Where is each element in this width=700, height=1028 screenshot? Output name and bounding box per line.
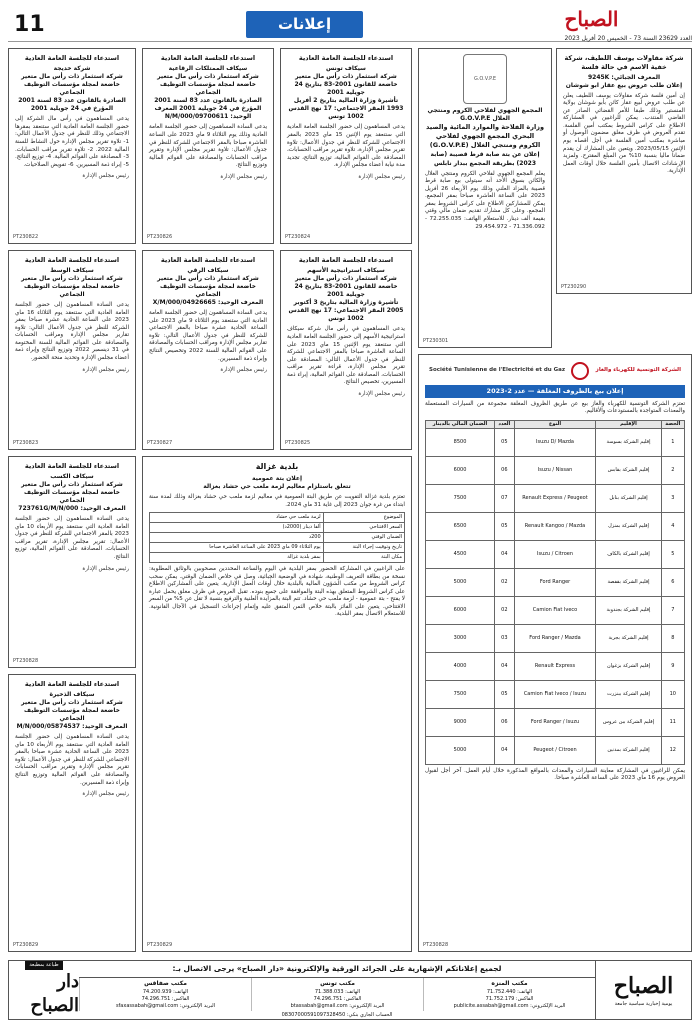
table-cell: 5000 xyxy=(426,568,495,596)
table-cell: 6500 xyxy=(426,512,495,540)
table-cell: 7 xyxy=(661,596,684,624)
ad-ref: PT230829 xyxy=(13,942,39,949)
table-cell: 2 xyxy=(661,456,684,484)
table-row xyxy=(426,708,685,736)
ad-title: وزارة الفلاحة والموارد المائية والصيد البحري المجمع الجهوي لفلاحي الكروم ومنتجي الغلال (G.O.V.P.E) xyxy=(425,123,545,149)
office-contact-line: الفاكس: 74.296.751 xyxy=(141,995,190,1002)
ad-intro: تعتزم بلدية غزالة التفويت عن طريق البتة العمومية في معاليم لزمة ملعب حي حشاد بغزالة وذلك لمدة سنة ابتداء من غرة جوان 2023 إلى غاية 31 ماي 2024. xyxy=(149,493,405,508)
ad-steg-tender xyxy=(418,354,692,952)
ad-bankruptcy-sale xyxy=(556,48,692,294)
steg-name-ar: الشركة التونسية للكهرباء والغاز xyxy=(595,367,681,374)
table-cell: 9000 xyxy=(426,708,495,736)
ad-form: شركة استثمار ذات رأس مال متغير خاضعة لمجلة مؤسسات التوظيف الجماعي xyxy=(157,72,259,97)
table-cell: 05 xyxy=(495,512,515,540)
ad-ref: PT230829 xyxy=(147,942,173,949)
ad-body: يدعى السادة المساهمون إلى حضور الجلسة العامة العادية التي ستنعقد يوم الثلاثاء 9 ماي 2023 على الساعة الحادية عشرة صباحا بالمقر الاجتماعي للشركة للنظر في جدول الأعمال التالي: تلاوة تقارير مجلس الإدارة ومراقب الحسابات والمصادقة على القوائم المالية للسنة 2022 وتخصيص النتائج وإبراء ذمة المسيرين. xyxy=(149,310,267,362)
table-cell: Ford Ranger / Mazda xyxy=(514,624,596,652)
table-cell: 3 xyxy=(661,484,684,512)
office-name: مكتب تونس xyxy=(320,980,355,988)
table-cell: 8 xyxy=(661,624,684,652)
ad-type: إعلان بتة عمومية xyxy=(251,474,303,482)
ad-company: سيكاف الوسط xyxy=(50,266,94,274)
table-row xyxy=(150,533,405,543)
ad-ref: PT230828 xyxy=(423,942,449,949)
ad-sicav-rakki xyxy=(142,250,274,450)
lots-table xyxy=(425,420,685,765)
table-cell: 03 xyxy=(495,624,515,652)
table-cell: إقليم الشركة بمنزل xyxy=(596,512,661,540)
ad-ref: PT230290 xyxy=(561,284,587,291)
ad-org: المجمع الجهوي لفلاحي الكروم ومنتجي الغلال G.O.V.P.E xyxy=(427,107,543,123)
office-contact-line: البريد الإلكتروني: btassabah@gmail.com xyxy=(290,1002,385,1009)
ad-ref: PT230825 xyxy=(285,440,311,447)
table-cell: 3000 xyxy=(426,624,495,652)
ad-body: على الراغبين في المشاركة الحضور بمقر البلدية في اليوم والساعة المحددين مصحوبين بالوثائق المطلوبة: نسخة من بطاقة التعريف الوطنية، شهادة في الوضعية الجبائية، وصل في خلاص الضمان الوقتي. يمكن سحب كراس الشروط من مكتب الشؤون المالية بالبلدية خلال أوقات العمل الإدارية. يتعين على المشاركين الاطلاع على كراس الشروط المتعلق بهذه البتة والموافقة على جميع بنوده. تقبل العروض في ظرف مغلق يحمل عبارة لا يفتح - بتة عمومية - لزمة ملعب حي حشاد. تتم البتة بالمزايدة العلنية والترفيع بنسبة لا تقل عن 5% من السعر الافتتاحي. يتعين على الفائز بالبتة خلاص الثمن المتفق عليه وإتمام إجراءات التسجيل في الآجال القانونية. للاستعلام الاتصال بمقر البلدية. xyxy=(149,566,405,618)
ad-heading: استدعاء للجلسة العامة العادية xyxy=(160,256,256,264)
ad-subtitle: إعلان عن بتة صابة قرط قصيبة (صابة 2023) بطريقة المجمع ببدار نابلس xyxy=(430,151,540,167)
ad-subject: تتعلق باستلزام معاليم لزمة ملعب حي حشاد بغزالة xyxy=(203,482,351,490)
footer-offices xyxy=(79,978,595,1011)
table-row xyxy=(426,540,685,568)
ad-heading: استدعاء للجلسة العامة العادية xyxy=(160,54,256,62)
lots-header-cell: الحصة xyxy=(661,420,684,428)
table-row xyxy=(426,568,685,596)
ad-body: يعلم المجمع الجهوي لفلاحي الكروم ومنتجي الغلال والكائن بسوق الأحد أنه سيتولى بيع صابة قرط قصيبة بالمزاد العلني وذلك يوم الأربعاء 26 أفريل 2023 على الساعة العاشرة صباحا بمقر المجمع. يمكن للمشاركين الاطلاع على كراس الشروط بمقر المجمع. وعلى كل مشارك تقديم ضمان مالي وقتي بقيمة ألف دينار. للاستعلام الهاتف: 72.255.035 - 71.336.092 - 29.454.972 xyxy=(425,170,545,230)
tender-info-table xyxy=(149,512,405,563)
ad-ref: PT230823 xyxy=(13,440,39,447)
lots-header-cell: النوع xyxy=(514,420,596,428)
table-cell: 7500 xyxy=(426,484,495,512)
info-value: لزمة ملعب حي حشاد xyxy=(150,513,324,523)
table-cell: 5 xyxy=(661,540,684,568)
ad-law: الصادرة بالقانون عدد 83 لسنة 2001 المؤرخ في 24 جويلية 2001 xyxy=(18,97,126,113)
office-contact-line: الهاتف: 71.388.033 xyxy=(314,989,361,996)
ad-company: شركة خديجة xyxy=(53,64,91,72)
office-contact-line: الفاكس: 74.296.751 xyxy=(313,995,362,1002)
footer-logo-sub: يومية إخبارية سياسية جامعة xyxy=(614,1001,673,1008)
info-label: مكان البتة xyxy=(323,553,404,563)
info-value: بمقر بلدية غزالة xyxy=(150,553,324,563)
table-cell: 6 xyxy=(661,568,684,596)
table-cell: 05 xyxy=(495,680,515,708)
ad-heading: استدعاء للجلسة العامة العادية xyxy=(24,54,120,62)
ad-form: شركة استثمار ذات رأس مال متغير خاضعة لمجلة مؤسسات التوظيف الجماعي xyxy=(21,274,123,299)
table-cell: إقليم الشركة بنابل xyxy=(596,484,661,512)
ad-body: يدعى السادة المساهمون إلى حضور الجلسة العامة العادية التي ستنعقد يوم الأربعاء 10 ماي 2023 بالمقر الاجتماعي للشركة للنظر في جدول الأعمال: تقرير مجلس الإدارة، تقرير مراقب الحسابات، المصادقة على القوائم المالية، توزيع النتائج. xyxy=(15,516,129,560)
tender-banner: إعلان بيع بالظروف المغلقة — عدد 2-2023 xyxy=(425,385,685,398)
office-name: مكتب المنزه xyxy=(491,980,528,988)
ad-body: يدعى السادة المساهمون إلى حضور الجلسة العامة العادية التي ستنعقد يوم الثلاثاء 16 ماي 2023 على الساعة الحادية عشرة صباحا بمقر الشركة للنظر في جدول الأعمال التالي: تلاوة تقارير مجلس الإدارة ومراقب الحسابات والمصادقة على القوائم المالية للسنة المختومة في 31 ديسمبر 2022 وتوزيع النتائج وإبراء ذمة أعضاء مجلس الإدارة وتحديد منحة الحضور. xyxy=(15,302,129,361)
table-cell: 02 xyxy=(495,568,515,596)
ad-sicav-kasb xyxy=(8,48,136,244)
ad-company: سيكاف استراتيجية الأسهم xyxy=(307,266,385,274)
info-label: تاريخ وتوقيت إجراء البتة xyxy=(323,543,404,553)
ad-sicav-kasb-2 xyxy=(8,456,136,668)
ad-signature: رئيس مجلس الإدارة xyxy=(220,173,267,180)
info-label: السعر الافتتاحي xyxy=(323,523,404,533)
table-cell: إقليم الشركة بزغوان xyxy=(596,652,661,680)
ad-law: تأشيرة وزارة المالية بتاريخ 3 أكتوبر 2005 المقر الاجتماعي: 17 نهج القدس 1002 تونس xyxy=(288,299,404,323)
ad-subtitle: إعلان طلب عروض بيع عقار ابو شوشان xyxy=(565,81,683,89)
table-cell: 04 xyxy=(495,736,515,764)
table-row xyxy=(426,456,685,484)
office-contact-line: البريد الإلكتروني: sfaxassabah@gmail.com xyxy=(115,1002,216,1009)
table-cell: إقليم الشركة بجربة xyxy=(596,624,661,652)
office-contact-line: الهاتف: 71.752.440 xyxy=(486,989,533,996)
print-logo: دار الصباح xyxy=(30,971,79,1017)
govpe-logo-icon: G.O.V.P.E xyxy=(463,54,507,104)
table-cell: 12 xyxy=(661,736,684,764)
ad-sicav-wasat xyxy=(8,250,136,450)
table-row xyxy=(150,543,405,553)
ad-signature: رئيس مجلس الإدارة xyxy=(82,366,129,373)
table-row xyxy=(426,596,685,624)
lots-header-cell: الضمان المالي بالدينار xyxy=(426,420,495,428)
footer-logo[interactable]: الصباح xyxy=(613,972,674,999)
ad-body: يدعى المساهمون في رأس مال شركة سيكاف استراتيجية الأسهم إلى حضور الجلسة العامة العادية التي ستنعقد يوم الإثنين 15 ماي 2023 على الساعة العاشرة صباحا بالمقر الاجتماعي للشركة للنظر في جدول الأعمال التالي: المصادقة على تقرير مجلس الإدارة، قراءة تقرير مراقب الحسابات، المصادقة على القوائم المالية، إبراء ذمة المسيرين، تخصيص النتائج. xyxy=(287,326,406,386)
table-cell: 6000 xyxy=(426,596,495,624)
ad-sicav-dhakhira xyxy=(8,674,136,952)
ad-ref: PT230826 xyxy=(147,234,173,241)
ad-body: يدعى المساهمون إلى حضور الجلسة العامة العادية التي ستنعقد يوم الإثنين 15 ماي 2023 بالمقر الاجتماعي للشركة للنظر في جدول الأعمال: تلاوة تقرير مجلس الإدارة، تلاوة تقرير مراقب الحسابات، المصادقة على القوائم المالية، توزيع النتائج، تجديد مدة نيابة أعضاء مجلس الإدارة. xyxy=(287,124,405,169)
ad-company: سيكاف تونس xyxy=(326,64,366,72)
table-cell: Camion Fiat Iveco / Isuzu xyxy=(514,680,596,708)
table-cell: Isuzu / Citroen xyxy=(514,540,596,568)
table-row xyxy=(426,680,685,708)
table-row xyxy=(150,553,405,563)
table-cell: 5000 xyxy=(426,736,495,764)
table-cell: 07 xyxy=(495,484,515,512)
ad-body: يدعى السادة المساهمون إلى حضور الجلسة العامة العادية التي ستنعقد يوم الأربعاء 10 ماي 2023 على الساعة الحادية عشرة صباحا بالمقر الاجتماعي للشركة للنظر في جدول الأعمال: تلاوة تقرير مجلس الإدارة وتقرير مراقب الحسابات والمصادقة على القوائم المالية وتوزيع النتائج وإبراء ذمة المسيرين. xyxy=(15,734,129,786)
table-cell: Renault Express / Peugeot xyxy=(514,484,596,512)
lots-header-cell: الإقليم xyxy=(596,420,661,428)
ad-municipality: بلدية غزالة xyxy=(255,462,299,471)
table-cell: Isuzu / Nissan xyxy=(514,456,596,484)
ad-body: إن أمين فلسة شركة مقاولات يوسف اللطيف يعلن عن طلب عروض لبيع عقار كائن بأبو شوشان بولاية المنستير وذلك طبقا للأمر القضائي الصادر عن القاضي المنتدب. يمكن للراغبين في المشاركة الاطلاع على كراس الشروط بمكتب أمين الفلسة. تقدم العروض في ظرف مغلق مضمون الوصول أو مباشرة بمكتب أمين الفلسة في أجل أقصاه يوم الإثنين 2023/05/15. ويتعين على المشارك أن يقدم ضمانا ماليا بنسبة 10% من المبلغ المقترح. ولمزيد الإرشادات الاتصال بأمين الفلسة خلال أوقات العمل الإدارية. xyxy=(563,92,685,175)
table-cell: 05 xyxy=(495,428,515,456)
ad-form: شركة استثمار ذات رأس مال متغير خاضعة لمجلة مؤسسات التوظيف الجماعي xyxy=(21,698,123,723)
table-row xyxy=(150,513,405,523)
table-cell: 02 xyxy=(495,596,515,624)
table-row xyxy=(426,736,685,764)
table-cell: 10 xyxy=(661,680,684,708)
ad-heading: استدعاء للجلسة العامة العادية xyxy=(298,54,394,62)
ad-company: سيكاف الممتلكات الرقاعية xyxy=(168,64,248,72)
office-contact-line: الفاكس: 71.752.179 xyxy=(485,995,534,1002)
ad-signature: رئيس مجلس الإدارة xyxy=(82,173,129,180)
ad-law: الصادرة بالقانون عدد 83 لسنة 2001 المؤرخ في 24 جويلية 2001 المعرف الوحيد: 09700611/N/M/000 xyxy=(154,97,262,121)
table-cell: 06 xyxy=(495,456,515,484)
ad-title: شركة مقاولات يوسف اللطيف، شركة خفية الاسم في حالة فلسة xyxy=(564,54,684,71)
ad-form: شركة استثمار ذات رأس مال متغير خاضعة للقانون 2001-83 بتاريخ 24 جويلية 2001 xyxy=(294,72,398,97)
table-cell: إقليم الشركة بمدنين xyxy=(596,736,661,764)
newspaper-logo[interactable]: الصباح xyxy=(564,6,619,31)
table-cell: 7500 xyxy=(426,680,495,708)
ad-sicav-patrimoine xyxy=(142,48,274,244)
table-cell: إقليم الشركة بالكاف xyxy=(596,540,661,568)
table-cell: Camion Fiat Iveco xyxy=(514,596,596,624)
advertising-footer xyxy=(8,960,692,1020)
info-value: يوم الثلاثاء 09 ماي 2023 على الساعة العاشرة صباحا xyxy=(150,543,324,553)
table-row xyxy=(426,484,685,512)
ad-form: شركة استثمار ذات رأس مال متغير خاضعة لمجلة مؤسسات التوظيف الجماعي xyxy=(21,72,123,97)
ad-govpe xyxy=(418,48,552,348)
table-cell: إقليم الشركة بسوسة xyxy=(596,428,661,456)
table-cell: Ford Ranger xyxy=(514,568,596,596)
ad-municipality-ghazala xyxy=(142,456,412,952)
ad-ref: PT230822 xyxy=(13,234,39,241)
table-row xyxy=(426,428,685,456)
ad-body: يدعى المساهمون في رأس مال الشركة إلى حضور الجلسة العامة العادية التي ستنعقد بمقرها الاجتماعي وذلك للنظر في جدول الأعمال التالي: 1- تلاوة تقرير مجلس الإدارة حول النشاط للسنة المالية 2022. 2- تلاوة تقرير مراقب الحسابات. 3- المصادقة على القوائم المالية. 4- توزيع النتائج. 5- إبراء ذمة المسيرين. 6- تفويض الصلاحيات. xyxy=(15,116,129,168)
footer-main xyxy=(79,961,595,1019)
banner-number: عدد 2-2023 xyxy=(486,387,526,395)
office-block xyxy=(251,978,423,1011)
table-cell: 8500 xyxy=(426,428,495,456)
table-cell: Renault Express xyxy=(514,652,596,680)
table-row xyxy=(150,523,405,533)
ad-ref: PT230824 xyxy=(285,234,311,241)
banner-title: إعلان بيع بالظروف المغلقة xyxy=(536,387,624,395)
ad-form: شركة استثمار ذات رأس مال متغير خاضعة لمجلة مؤسسات التوظيف الجماعي xyxy=(21,480,123,505)
ad-law: المعرف الوحيد: 05874537/M/N/000 xyxy=(16,723,128,731)
ad-company: سيكاف الذخيرة xyxy=(49,690,95,698)
office-block xyxy=(79,978,251,1011)
table-cell: 1 xyxy=(661,428,684,456)
table-cell: 06 xyxy=(495,708,515,736)
steg-name-fr: Société Tunisienne de l'Electricité et du Gaz xyxy=(429,367,566,374)
ad-law: المعرف الوحيد: 04926665/X/M/000 xyxy=(152,299,264,307)
table-row xyxy=(426,652,685,680)
ad-ref: PT230827 xyxy=(147,440,173,447)
ad-signature: رئيس مجلس الإدارة xyxy=(82,565,129,572)
table-cell: 04 xyxy=(495,540,515,568)
ad-signature: رئيس مجلس الإدارة xyxy=(82,791,129,798)
issue-line: العدد 23629 السنة 73 - الخميس 20 أفريل 2023 xyxy=(564,34,692,42)
table-cell: Renault Kangoo / Mazda xyxy=(514,512,596,540)
ad-company: سيكاف الكسب xyxy=(50,472,94,480)
ad-heading: استدعاء للجلسة العامة العادية xyxy=(24,462,120,470)
office-contact-line: البريد الإلكتروني: publicite.assabah@gmail.com xyxy=(453,1002,566,1009)
info-label: الضمان الوقتي xyxy=(323,533,404,543)
info-value: ألفا دينار (2000د) xyxy=(150,523,324,533)
ad-form: شركة استثمار ذات رأس مال متغير خاضعة لمجلة مؤسسات التوظيف الجماعي xyxy=(157,274,259,299)
footer-print-block xyxy=(9,961,79,1019)
ad-law: المعرف الوحيد: 723761G/M/N/000 xyxy=(18,505,126,513)
table-cell: إقليم الشركة بقابس xyxy=(596,456,661,484)
page-header xyxy=(8,8,692,42)
table-cell: 6000 xyxy=(426,456,495,484)
ad-company: سيكاف الرقي xyxy=(187,266,229,274)
ad-sicav-strategie xyxy=(280,250,412,450)
print-label: طباعة بمطبعة xyxy=(25,961,62,970)
ad-signature: رئيس مجلس الإدارة xyxy=(358,173,405,180)
ad-sicav-tunis xyxy=(280,48,412,244)
ad-law: تأشيرة وزارة المالية بتاريخ 2 أفريل 1993 المقر الاجتماعي: 17 نهج القدس 1002 تونس xyxy=(288,97,404,121)
office-name: مكتب صفاقس xyxy=(144,980,187,988)
table-row xyxy=(426,624,685,652)
section-title: إعلانات xyxy=(246,11,363,37)
ad-body: يدعى السادة المساهمون إلى حضور الجلسة العامة العادية وذلك يوم الثلاثاء 9 ماي 2023 على الساعة العاشرة صباحا بالمقر الاجتماعي للشركة للنظر في جدول الأعمال: تلاوة تقرير مجلس الإدارة وتقرير مراقب الحسابات والمصادقة على القوائم المالية وتوزيع النتائج. xyxy=(149,124,267,169)
ad-heading: استدعاء للجلسة العامة العادية xyxy=(298,256,394,264)
ad-tax-id: المعرف الجبائي: 9245K xyxy=(587,73,661,81)
office-block xyxy=(423,978,595,1011)
ad-ref: PT230828 xyxy=(13,658,39,665)
ad-signature: رئيس مجلس الإدارة xyxy=(358,390,405,397)
ad-ref: PT230301 xyxy=(423,338,449,345)
table-cell: 4 xyxy=(661,512,684,540)
page-number: 11 xyxy=(14,11,45,37)
table-cell: 4000 xyxy=(426,652,495,680)
footer-title: لجميع إعلاناتكم الإشهارية على الجرائد الورقية والإلكترونية «دار الصباح» يرجى الاتصال بـ: xyxy=(79,961,595,978)
table-cell: Ford Ranger / Isuzu xyxy=(514,708,596,736)
table-cell: إقليم الشركة ببنزرت xyxy=(596,680,661,708)
ad-signature: رئيس مجلس الإدارة xyxy=(220,367,267,374)
info-label: الموضوع xyxy=(323,513,404,523)
office-contact-line: الهاتف: 74.200.939 xyxy=(142,989,189,996)
masthead xyxy=(564,6,692,43)
ad-form: شركة استثمار ذات رأس مال متغير خاضعة للقانون 2001-83 بتاريخ 24 جويلية 2001 xyxy=(294,274,398,299)
table-cell: 9 xyxy=(661,652,684,680)
steg-emblem-icon xyxy=(571,362,589,380)
ad-heading: استدعاء للجلسة العامة العادية xyxy=(24,680,120,688)
table-cell: Peugeot / Citroen xyxy=(514,736,596,764)
table-cell: 11 xyxy=(661,708,684,736)
table-cell: 4500 xyxy=(426,540,495,568)
ad-heading: استدعاء للجلسة العامة العادية xyxy=(24,256,120,264)
table-row xyxy=(426,512,685,540)
table-cell: Isuzu D/ Mazda xyxy=(514,428,596,456)
table-cell: إقليم الشركة ببن عروس xyxy=(596,708,661,736)
lots-header-cell: العدد xyxy=(495,420,515,428)
table-cell: إقليم الشركة بجندوبة xyxy=(596,596,661,624)
footer-logo-block xyxy=(595,961,691,1019)
table-cell: إقليم الشركة بقفصة xyxy=(596,568,661,596)
footer-rib: الحساب الجاري بنكي: 08307000591097328450 xyxy=(281,1012,393,1019)
info-value: 200د xyxy=(150,533,324,543)
tender-footer-note: يمكن للراغبين في المشاركة معاينة السيارات والمعدات بالمواقع المذكورة خلال أيام العمل. آخر أجل لقبول العروض يوم 16 ماي 2023 على الساعة العاشرة صباحا. xyxy=(425,767,685,782)
tender-intro: تعتزم الشركة التونسية للكهرباء والغاز بيع عن طريق الظروف المغلقة مجموعة من السيارات المستعملة والمعدات المتواجدة بالمستودعات والأقاليم. xyxy=(425,400,685,415)
steg-logo-row xyxy=(425,360,685,382)
table-cell: 04 xyxy=(495,652,515,680)
